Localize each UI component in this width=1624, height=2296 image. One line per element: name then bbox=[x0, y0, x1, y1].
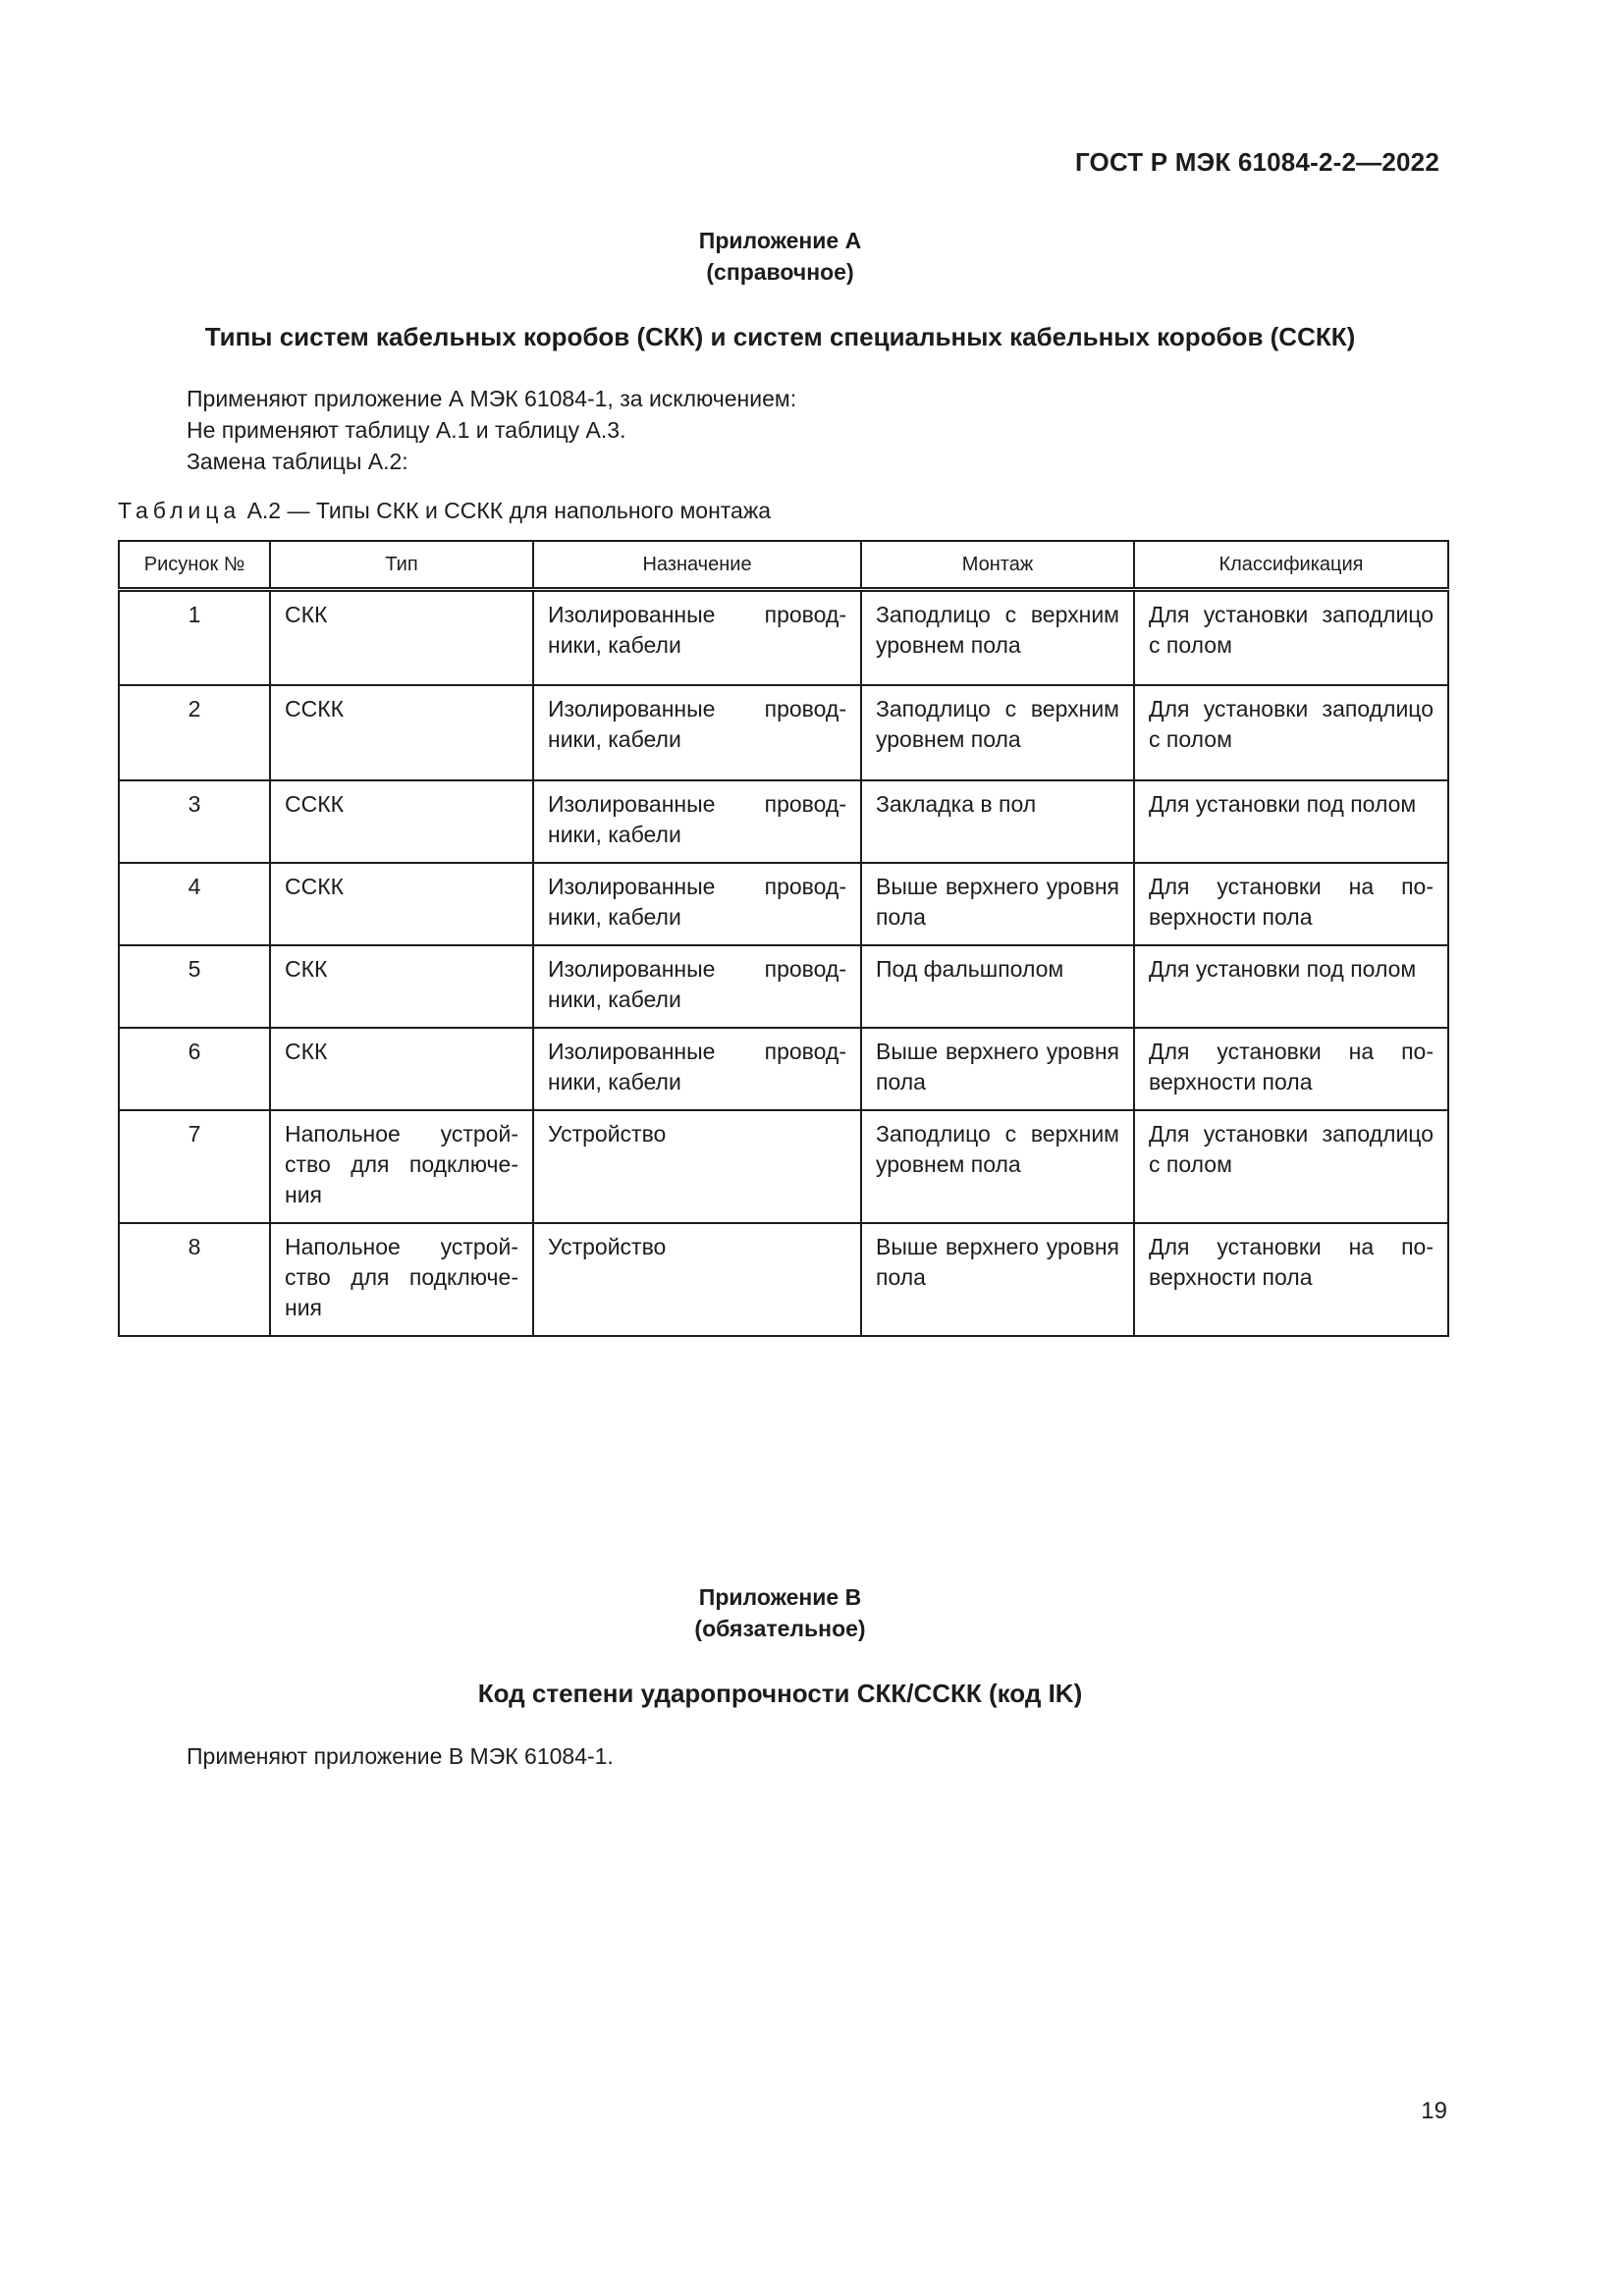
table-row bbox=[119, 590, 1448, 685]
table-row bbox=[119, 1223, 1448, 1336]
type-cell: Напольное устройство для подключения bbox=[270, 1110, 533, 1223]
purpose-cell: Изолированные проводники, кабели bbox=[533, 685, 861, 780]
table-caption bbox=[118, 498, 771, 524]
purpose-cell: Устройство bbox=[533, 1223, 861, 1336]
column-header-purpose: Назначение bbox=[533, 541, 861, 590]
classification-cell: Для установки заподлицо с полом bbox=[1134, 1110, 1448, 1223]
document-code: ГОСТ Р МЭК 61084-2-2—2022 bbox=[1074, 147, 1439, 177]
figure-number-cell: 8 bbox=[119, 1223, 270, 1336]
column-header-classification: Классификация bbox=[1134, 541, 1448, 590]
type-cell: СКК bbox=[270, 590, 533, 685]
classification-cell: Для установки на поверхности пола bbox=[1134, 1223, 1448, 1336]
mounting-cell: Выше верхнего уровня пола bbox=[861, 863, 1134, 945]
page-number: 19 bbox=[1421, 2098, 1447, 2124]
type-cell: ССКК bbox=[270, 685, 533, 780]
classification-cell: Для установки под полом bbox=[1134, 780, 1448, 863]
column-header-figure: Рисунок № bbox=[119, 541, 270, 590]
classification-cell: Для установки заподлицо с полом bbox=[1134, 685, 1448, 780]
appendix-b-subtitle: (обязательное) bbox=[694, 1616, 866, 1641]
purpose-cell: Изолированные проводники, кабели bbox=[533, 780, 861, 863]
figure-number-cell: 6 bbox=[119, 1028, 270, 1110]
appendix-b-paragraph: Применяют приложение В МЭК 61084-1. bbox=[187, 1743, 614, 1769]
purpose-cell: Изолированные проводники, кабели bbox=[533, 945, 861, 1028]
mounting-cell: Закладка в пол bbox=[861, 780, 1134, 863]
purpose-cell: Устройство bbox=[533, 1110, 861, 1223]
classification-cell: Для установки на поверхности пола bbox=[1134, 863, 1448, 945]
table-header-row bbox=[119, 541, 1448, 590]
table-row bbox=[119, 863, 1448, 945]
type-cell: СКК bbox=[270, 1028, 533, 1110]
figure-number-cell: 1 bbox=[119, 590, 270, 685]
figure-number-cell: 4 bbox=[119, 863, 270, 945]
table-row bbox=[119, 1110, 1448, 1223]
purpose-cell: Изолированные проводники, кабели bbox=[533, 590, 861, 685]
mounting-cell: Выше верхнего уровня пола bbox=[861, 1028, 1134, 1110]
appendix-a-paragraph-1: Применяют приложение А МЭК 61084-1, за исключением: bbox=[187, 386, 797, 411]
table-row bbox=[119, 780, 1448, 863]
appendix-a-title: Приложение А bbox=[698, 228, 862, 253]
mounting-cell: Выше верхнего уровня пола bbox=[861, 1223, 1134, 1336]
appendix-b-title: Приложение В bbox=[698, 1584, 862, 1610]
classification-cell: Для установки под полом bbox=[1134, 945, 1448, 1028]
column-header-mounting: Монтаж bbox=[861, 541, 1134, 590]
classification-cell: Для установки заподлицо с полом bbox=[1134, 590, 1448, 685]
table-caption-label: Таблица bbox=[118, 498, 242, 523]
figure-number-cell: 3 bbox=[119, 780, 270, 863]
mounting-cell: Заподлицо с верхним уровнем пола bbox=[861, 1110, 1134, 1223]
types-table bbox=[118, 540, 1449, 1337]
appendix-b-heading: Код степени ударопрочности СКК/ССКК (код IK) bbox=[477, 1679, 1083, 1708]
appendix-a-paragraph-3: Замена таблицы А.2: bbox=[187, 449, 408, 474]
type-cell: ССКК bbox=[270, 863, 533, 945]
mounting-cell: Заподлицо с верхним уровнем пола bbox=[861, 685, 1134, 780]
type-cell: ССКК bbox=[270, 780, 533, 863]
type-cell: Напольное устройство для подключения bbox=[270, 1223, 533, 1336]
table-row bbox=[119, 1028, 1448, 1110]
appendix-a-subtitle: (справочное) bbox=[706, 259, 854, 285]
classification-cell: Для установки на поверхности пола bbox=[1134, 1028, 1448, 1110]
figure-number-cell: 2 bbox=[119, 685, 270, 780]
type-cell: СКК bbox=[270, 945, 533, 1028]
table-row bbox=[119, 945, 1448, 1028]
mounting-cell: Под фальшполом bbox=[861, 945, 1134, 1028]
purpose-cell: Изолированные проводники, кабели bbox=[533, 863, 861, 945]
mounting-cell: Заподлицо с верхним уровнем пола bbox=[861, 590, 1134, 685]
table-caption-text: А.2 — Типы СКК и ССКК для напольного монтажа bbox=[246, 498, 772, 523]
figure-number-cell: 5 bbox=[119, 945, 270, 1028]
purpose-cell: Изолированные проводники, кабели bbox=[533, 1028, 861, 1110]
appendix-a-heading: Типы систем кабельных коробов (СКК) и систем специальных кабельных коробов (ССКК) bbox=[204, 322, 1356, 351]
column-header-type: Тип bbox=[270, 541, 533, 590]
appendix-a-paragraph-2: Не применяют таблицу А.1 и таблицу А.3. bbox=[187, 417, 626, 443]
table-row bbox=[119, 685, 1448, 780]
figure-number-cell: 7 bbox=[119, 1110, 270, 1223]
